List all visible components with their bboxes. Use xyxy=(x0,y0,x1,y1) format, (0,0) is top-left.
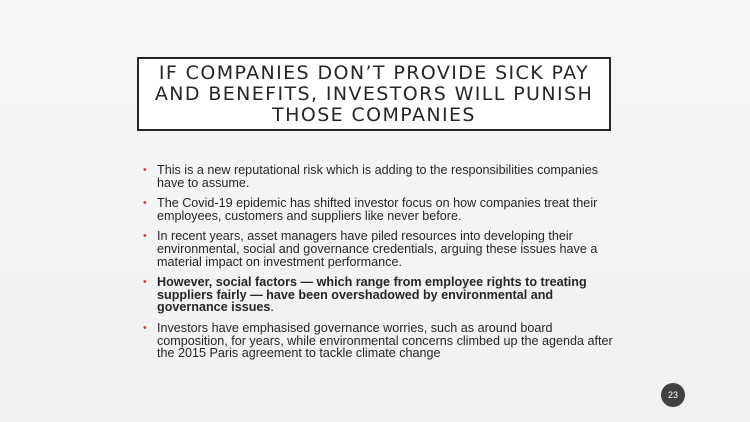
bullet-suffix: . xyxy=(270,300,274,315)
bullet-item xyxy=(143,322,613,360)
bullet-list xyxy=(143,164,613,368)
slide-title: IF COMPANIES DON’T PROVIDE SICK PAY AND BENEFITS, INVESTORS WILL PUNISH THOSE COMPANIES xyxy=(154,61,594,126)
title-box xyxy=(137,57,611,131)
bullet-item xyxy=(143,197,613,222)
bullet-item xyxy=(143,164,613,189)
bullet-text: Investors have emphasised governance worries, such as around board composition, for years, while environmental concerns climbed up the agenda after the 2015 Paris agreement to tackle climate change xyxy=(157,320,613,361)
page-number-badge: 23 xyxy=(661,383,685,407)
bullet-dot-icon: • xyxy=(143,276,147,289)
bullet-text: In recent years, asset managers have piled resources into developing their environmental, social and governance credentials, arguing these issues have a material impact on investment performance. xyxy=(157,229,598,269)
bullet-dot-icon: • xyxy=(143,197,147,210)
bullet-dot-icon: • xyxy=(143,321,147,334)
bullet-dot-icon: • xyxy=(143,164,147,176)
bullet-dot-icon: • xyxy=(143,230,147,243)
bullet-text: The Covid-19 epidemic has shifted investor focus on how companies treat their employees, customers and suppliers like never before. xyxy=(157,196,598,223)
bullet-text: This is a new reputational risk which is adding to the responsibilities companies have to assume. xyxy=(157,163,599,190)
bullet-item xyxy=(143,230,613,268)
bullet-item xyxy=(143,276,613,314)
bullet-bold-text: However, social factors — which range from employee rights to treating suppliers fairly — have been overshadowed by environmental and governance issues xyxy=(157,275,587,315)
